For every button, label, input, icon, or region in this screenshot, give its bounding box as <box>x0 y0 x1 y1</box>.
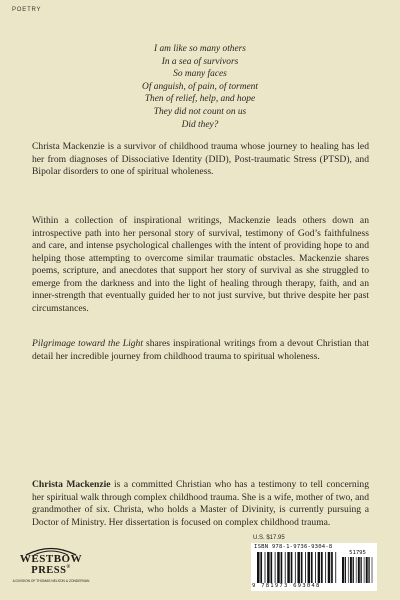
price-addon-code: 51795 <box>349 550 366 556</box>
author-bio <box>32 479 369 529</box>
price-label: U.S. $17.95 <box>253 535 285 541</box>
addon-barcode-bars <box>342 557 373 583</box>
genre-label: POETRY <box>12 7 42 13</box>
publisher-logo <box>12 545 92 593</box>
epigraph-poem <box>0 43 400 131</box>
poem-line: Of anguish, of pain, of torment <box>142 81 258 92</box>
poem-line: In a sea of survivors <box>161 56 239 67</box>
description-paragraph-3 <box>32 338 369 363</box>
publisher-tagline: A DIVISION OF THOMAS NELSON & ZONDERVAN <box>12 579 90 583</box>
publisher-name-bottom: PRESS® <box>31 565 71 576</box>
author-bio-text: is a committed Christian who has a testimony to tell concerning her spiritual walk through complex childhood trauma. She is a wife, mother of two, and grandmother of six. Christa, who holds a Master of Divinity, is currently pursuing a Doctor of Ministry. Her dissertation is focused on complex childhood trauma. <box>32 479 369 528</box>
poem-line: So many faces <box>173 69 227 80</box>
publisher-name-top: WESTBOW <box>19 553 83 565</box>
description-paragraph-2: Within a collection of inspirational writings, Mackenzie leads others down an introspective path into her personal story of survival, testimony of God’s faithfulness and care, and intense psychological challenges with the intent of providing hope to and helping those attempting to overcome similar traumatic obstacles. Mackenzie shares poems, scripture, and anecdotes that support her story of survival as she struggled to emerge from the darkness and into the light of healing through therapy, faith, and an inner-strength that eventually guided her to not just survive, but thrive despite her past circumstances. <box>32 215 369 314</box>
description-paragraph-1: Christa Mackenzie is a survivor of childhood trauma whose journey to healing has led her from diagnoses of Dissociative Identity (DID), Post-traumatic Stress (PTSD), and Bipolar disorders to one of spiritual wholeness. <box>32 141 369 177</box>
description-paragraph-3-text: shares inspirational writings from a devout Christian that detail her incredible journey from childhood trauma to spiritual wholeness. <box>32 338 369 362</box>
barcode-digits: 9 781973 693048 <box>252 583 321 589</box>
book-title: Pilgrimage toward the Light <box>32 338 143 349</box>
poem-line: Then of relief, help, and hope <box>144 94 256 105</box>
poem-line: They did not count on us <box>153 106 247 117</box>
barcode-bars <box>257 552 337 583</box>
isbn-barcode <box>251 543 377 591</box>
poem-line: Did they? <box>181 119 219 130</box>
author-name: Christa Mackenzie <box>32 479 111 490</box>
isbn-number: ISBN 978-1-9736-9304-8 <box>254 544 333 550</box>
poem-line: I am like so many others <box>154 44 246 54</box>
